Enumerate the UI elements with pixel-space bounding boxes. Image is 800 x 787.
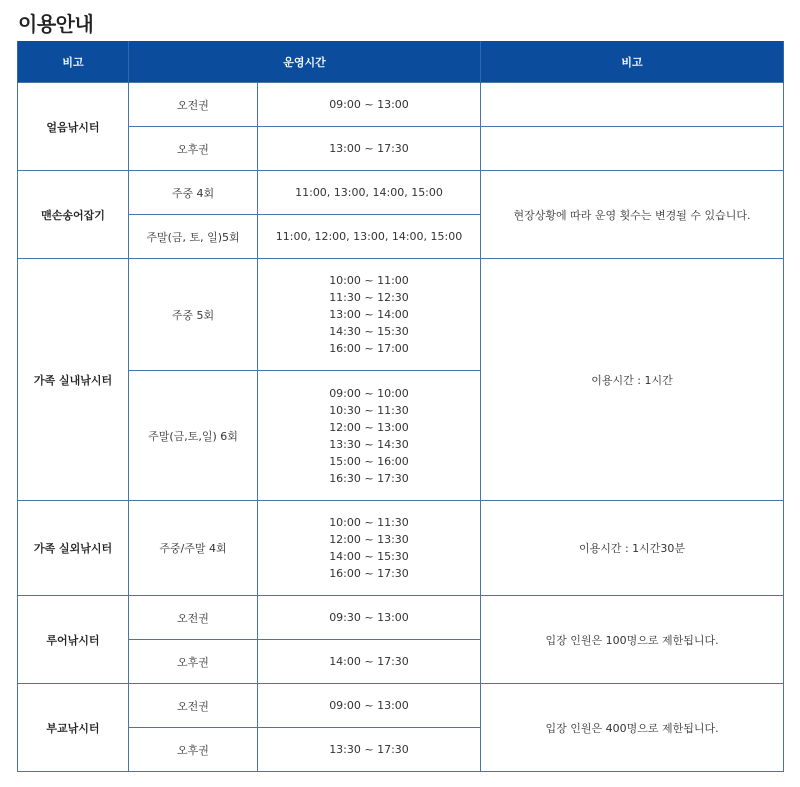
time-slots <box>258 127 481 171</box>
time-slots <box>258 684 481 728</box>
facility-name: 얼음낚시터 <box>18 83 129 171</box>
schedule-table <box>17 41 784 772</box>
time-slots <box>258 259 481 371</box>
time-slot: 13:30 ~ 14:30 <box>329 437 409 451</box>
note-cell: 이용시간 : 1시간 <box>481 259 784 501</box>
note-cell: 입장 인원은 100명으로 제한됩니다. <box>481 596 784 684</box>
time-slot: 10:30 ~ 11:30 <box>329 403 409 417</box>
session-label: 오전권 <box>129 596 258 640</box>
time-slot: 12:00 ~ 13:30 <box>329 533 409 546</box>
schedule-body <box>18 83 784 772</box>
table-row <box>18 501 784 596</box>
session-label: 오후권 <box>129 728 258 772</box>
time-slot: 13:00 ~ 14:00 <box>329 308 409 321</box>
time-slot: 16:00 ~ 17:00 <box>329 342 409 355</box>
time-slot: 13:00 ~ 17:30 <box>329 142 409 155</box>
time-slots <box>258 640 481 684</box>
time-slot: 13:30 ~ 17:30 <box>329 743 409 756</box>
time-slots <box>258 215 481 259</box>
time-slot: 09:30 ~ 13:00 <box>329 611 409 624</box>
facility-name: 가족 실내낚시터 <box>18 259 129 501</box>
time-slot: 10:00 ~ 11:30 <box>329 516 409 529</box>
time-slot: 14:30 ~ 15:30 <box>329 325 409 338</box>
header-hours: 운영시간 <box>129 41 481 83</box>
table-row <box>18 259 784 371</box>
time-slots <box>258 371 481 501</box>
header-facility: 비고 <box>18 41 129 83</box>
time-slots <box>258 596 481 640</box>
facility-name: 맨손송어잡기 <box>18 171 129 259</box>
note-cell <box>481 83 784 127</box>
time-slot: 16:30 ~ 17:30 <box>329 471 409 485</box>
session-label: 오후권 <box>129 127 258 171</box>
time-slots <box>258 83 481 127</box>
time-slots <box>258 728 481 772</box>
note-cell: 입장 인원은 400명으로 제한됩니다. <box>481 684 784 772</box>
session-label: 오전권 <box>129 684 258 728</box>
facility-name: 부교낚시터 <box>18 684 129 772</box>
time-slots <box>258 171 481 215</box>
table-row <box>18 127 784 171</box>
table-row <box>18 83 784 127</box>
page-title: 이용안내 <box>18 12 94 36</box>
time-slot: 11:00, 13:00, 14:00, 15:00 <box>295 186 443 199</box>
time-slot: 10:00 ~ 11:00 <box>329 274 409 287</box>
session-label: 주말(금, 토, 일)5회 <box>129 215 258 259</box>
time-slot: 09:00 ~ 13:00 <box>329 98 409 111</box>
header-note: 비고 <box>481 41 784 83</box>
session-label: 주중/주말 4회 <box>129 501 258 596</box>
facility-name: 루어낚시터 <box>18 596 129 684</box>
note-cell: 이용시간 : 1시간30분 <box>481 501 784 596</box>
facility-name: 가족 실외낚시터 <box>18 501 129 596</box>
time-slot: 14:00 ~ 17:30 <box>329 655 409 668</box>
session-label: 주중 5회 <box>129 259 258 371</box>
session-label: 오후권 <box>129 640 258 684</box>
time-slot: 09:00 ~ 13:00 <box>329 699 409 712</box>
table-row <box>18 171 784 215</box>
session-label: 주중 4회 <box>129 171 258 215</box>
time-slot: 09:00 ~ 10:00 <box>329 386 409 400</box>
table-row <box>18 596 784 640</box>
time-slot: 11:30 ~ 12:30 <box>329 291 409 304</box>
time-slots <box>258 501 481 596</box>
time-slot: 14:00 ~ 15:30 <box>329 550 409 563</box>
time-slot: 11:00, 12:00, 13:00, 14:00, 15:00 <box>275 230 463 243</box>
table-row <box>18 684 784 728</box>
session-label: 오전권 <box>129 83 258 127</box>
header-row <box>18 41 784 83</box>
note-cell: 현장상황에 따라 운영 횟수는 변경될 수 있습니다. <box>481 171 784 259</box>
time-slot: 15:00 ~ 16:00 <box>329 454 409 468</box>
session-label: 주말(금,토,일) 6회 <box>129 371 258 501</box>
time-slot: 16:00 ~ 17:30 <box>329 567 409 580</box>
time-slot: 12:00 ~ 13:00 <box>329 420 409 434</box>
note-cell <box>481 127 784 171</box>
